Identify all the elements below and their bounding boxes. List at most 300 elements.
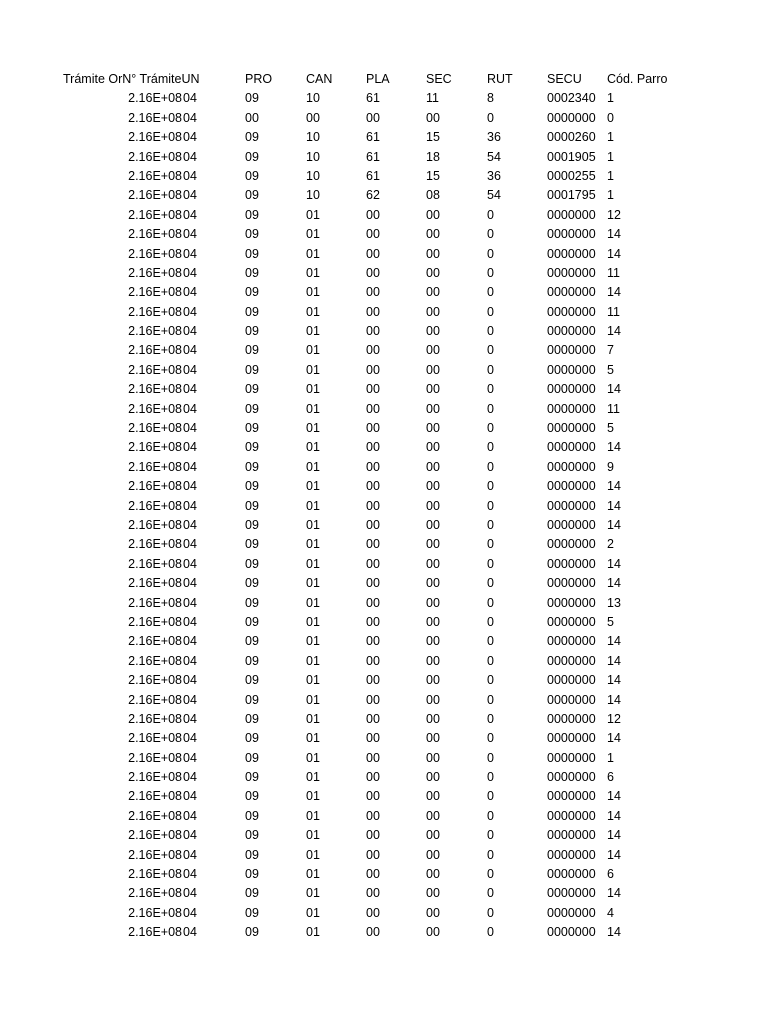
cell-tramite: 2.16E+08 xyxy=(128,770,182,785)
cell-un: 04 xyxy=(183,634,197,649)
cell-un: 04 xyxy=(183,673,197,688)
cell-rut: 0 xyxy=(487,886,494,901)
cell-sec: 00 xyxy=(426,867,440,882)
cell-can: 10 xyxy=(306,149,320,164)
cell-sec: 00 xyxy=(426,634,440,649)
cell-sec: 00 xyxy=(426,595,440,610)
cell-pro: 09 xyxy=(245,498,259,513)
cell-pro: 09 xyxy=(245,265,259,280)
table-row xyxy=(0,574,768,593)
cell-sec: 00 xyxy=(426,925,440,940)
cell-un: 04 xyxy=(183,886,197,901)
cell-secu: 0000000 xyxy=(547,731,596,746)
cell-secu: 0000000 xyxy=(547,421,596,436)
cell-un: 04 xyxy=(183,362,197,377)
cell-cod-parro: 1 xyxy=(607,168,614,183)
cell-pla: 00 xyxy=(366,867,380,882)
cell-un: 04 xyxy=(183,227,197,242)
cell-pla: 00 xyxy=(366,731,380,746)
cell-cod-parro: 14 xyxy=(607,479,621,494)
cell-secu: 0001795 xyxy=(547,188,596,203)
cell-un: 04 xyxy=(183,905,197,920)
cell-pro: 09 xyxy=(245,324,259,339)
cell-rut: 0 xyxy=(487,498,494,513)
cell-rut: 0 xyxy=(487,808,494,823)
cell-can: 00 xyxy=(306,110,320,125)
cell-pla: 00 xyxy=(366,498,380,513)
cell-secu: 0000000 xyxy=(547,711,596,726)
cell-cod-parro: 14 xyxy=(607,925,621,940)
cell-cod-parro: 6 xyxy=(607,770,614,785)
cell-un: 04 xyxy=(183,498,197,513)
cell-pla: 61 xyxy=(366,168,380,183)
cell-tramite: 2.16E+08 xyxy=(128,324,182,339)
cell-can: 01 xyxy=(306,227,320,242)
table-row xyxy=(0,264,768,283)
cell-un: 04 xyxy=(183,149,197,164)
cell-rut: 0 xyxy=(487,207,494,222)
table-row xyxy=(0,826,768,845)
cell-can: 01 xyxy=(306,246,320,261)
cell-tramite: 2.16E+08 xyxy=(128,227,182,242)
table-row xyxy=(0,477,768,496)
cell-tramite: 2.16E+08 xyxy=(128,847,182,862)
cell-secu: 0000000 xyxy=(547,207,596,222)
cell-tramite: 2.16E+08 xyxy=(128,537,182,552)
cell-pla: 00 xyxy=(366,362,380,377)
cell-rut: 0 xyxy=(487,537,494,552)
cell-cod-parro: 14 xyxy=(607,285,621,300)
cell-pla: 00 xyxy=(366,828,380,843)
table-row xyxy=(0,865,768,884)
cell-can: 01 xyxy=(306,867,320,882)
cell-secu: 0000000 xyxy=(547,362,596,377)
cell-pro: 09 xyxy=(245,789,259,804)
table-row xyxy=(0,109,768,128)
cell-can: 01 xyxy=(306,750,320,765)
cell-can: 01 xyxy=(306,711,320,726)
table-row xyxy=(0,884,768,903)
cell-tramite: 2.16E+08 xyxy=(128,828,182,843)
cell-pro: 09 xyxy=(245,227,259,242)
table-row xyxy=(0,361,768,380)
table-row xyxy=(0,89,768,108)
cell-rut: 0 xyxy=(487,227,494,242)
cell-pla: 00 xyxy=(366,401,380,416)
cell-pla: 00 xyxy=(366,770,380,785)
cell-cod-parro: 11 xyxy=(607,304,620,319)
cell-secu: 0000000 xyxy=(547,847,596,862)
cell-rut: 0 xyxy=(487,614,494,629)
cell-pro: 09 xyxy=(245,459,259,474)
cell-pla: 00 xyxy=(366,905,380,920)
cell-sec: 00 xyxy=(426,905,440,920)
cell-tramite: 2.16E+08 xyxy=(128,401,182,416)
cell-secu: 0000000 xyxy=(547,770,596,785)
cell-un: 04 xyxy=(183,653,197,668)
cell-un: 04 xyxy=(183,324,197,339)
cell-sec: 00 xyxy=(426,537,440,552)
cell-tramite: 2.16E+08 xyxy=(128,750,182,765)
cell-can: 01 xyxy=(306,634,320,649)
cell-rut: 0 xyxy=(487,925,494,940)
cell-rut: 0 xyxy=(487,382,494,397)
cell-pla: 00 xyxy=(366,517,380,532)
cell-secu: 0001905 xyxy=(547,149,596,164)
cell-cod-parro: 14 xyxy=(607,498,621,513)
cell-tramite: 2.16E+08 xyxy=(128,168,182,183)
cell-pro: 09 xyxy=(245,91,259,106)
cell-sec: 00 xyxy=(426,673,440,688)
cell-secu: 0000000 xyxy=(547,905,596,920)
cell-sec: 00 xyxy=(426,770,440,785)
cell-pro: 09 xyxy=(245,537,259,552)
cell-cod-parro: 14 xyxy=(607,440,621,455)
cell-rut: 0 xyxy=(487,304,494,319)
cell-can: 01 xyxy=(306,770,320,785)
cell-cod-parro: 4 xyxy=(607,905,614,920)
cell-secu: 0000000 xyxy=(547,886,596,901)
cell-cod-parro: 14 xyxy=(607,731,621,746)
cell-un: 04 xyxy=(183,731,197,746)
table-row xyxy=(0,729,768,748)
cell-un: 04 xyxy=(183,207,197,222)
cell-sec: 00 xyxy=(426,362,440,377)
cell-un: 04 xyxy=(183,614,197,629)
table-row xyxy=(0,341,768,360)
cell-secu: 0000000 xyxy=(547,324,596,339)
cell-un: 04 xyxy=(183,246,197,261)
cell-cod-parro: 2 xyxy=(607,537,614,552)
cell-rut: 0 xyxy=(487,110,494,125)
cell-un: 04 xyxy=(183,382,197,397)
cell-pla: 00 xyxy=(366,479,380,494)
cell-pla: 00 xyxy=(366,537,380,552)
cell-rut: 54 xyxy=(487,149,501,164)
cell-pro: 09 xyxy=(245,517,259,532)
cell-tramite: 2.16E+08 xyxy=(128,149,182,164)
cell-secu: 0000000 xyxy=(547,556,596,571)
cell-can: 01 xyxy=(306,265,320,280)
cell-cod-parro: 1 xyxy=(607,750,614,765)
cell-cod-parro: 0 xyxy=(607,110,614,125)
table-row xyxy=(0,283,768,302)
cell-tramite: 2.16E+08 xyxy=(128,789,182,804)
cell-cod-parro: 14 xyxy=(607,382,621,397)
cell-sec: 00 xyxy=(426,498,440,513)
cell-sec: 00 xyxy=(426,789,440,804)
cell-cod-parro: 12 xyxy=(607,207,621,222)
cell-pro: 09 xyxy=(245,576,259,591)
cell-secu: 0000000 xyxy=(547,537,596,552)
cell-pla: 00 xyxy=(366,808,380,823)
cell-rut: 0 xyxy=(487,479,494,494)
header-can: CAN xyxy=(306,72,333,86)
cell-rut: 0 xyxy=(487,750,494,765)
cell-tramite: 2.16E+08 xyxy=(128,130,182,145)
cell-rut: 0 xyxy=(487,867,494,882)
cell-pla: 00 xyxy=(366,614,380,629)
cell-un: 04 xyxy=(183,421,197,436)
cell-secu: 0000000 xyxy=(547,614,596,629)
cell-rut: 0 xyxy=(487,421,494,436)
cell-pro: 09 xyxy=(245,847,259,862)
cell-pro: 09 xyxy=(245,440,259,455)
cell-pla: 00 xyxy=(366,246,380,261)
table-row xyxy=(0,128,768,147)
cell-rut: 0 xyxy=(487,265,494,280)
cell-un: 04 xyxy=(183,770,197,785)
cell-pla: 00 xyxy=(366,459,380,474)
cell-cod-parro: 14 xyxy=(607,692,621,707)
cell-can: 01 xyxy=(306,498,320,513)
table-row xyxy=(0,594,768,613)
cell-pro: 09 xyxy=(245,285,259,300)
cell-rut: 0 xyxy=(487,711,494,726)
cell-sec: 00 xyxy=(426,808,440,823)
cell-un: 04 xyxy=(183,595,197,610)
cell-can: 10 xyxy=(306,130,320,145)
cell-secu: 0000000 xyxy=(547,828,596,843)
cell-rut: 0 xyxy=(487,246,494,261)
cell-pro: 09 xyxy=(245,750,259,765)
cell-sec: 18 xyxy=(426,149,440,164)
cell-can: 01 xyxy=(306,304,320,319)
cell-cod-parro: 14 xyxy=(607,828,621,843)
cell-tramite: 2.16E+08 xyxy=(128,207,182,222)
cell-sec: 00 xyxy=(426,750,440,765)
cell-pro: 09 xyxy=(245,479,259,494)
cell-tramite: 2.16E+08 xyxy=(128,905,182,920)
cell-pla: 00 xyxy=(366,847,380,862)
cell-rut: 0 xyxy=(487,789,494,804)
cell-rut: 0 xyxy=(487,653,494,668)
table-row xyxy=(0,438,768,457)
cell-sec: 00 xyxy=(426,285,440,300)
cell-tramite: 2.16E+08 xyxy=(128,653,182,668)
cell-tramite: 2.16E+08 xyxy=(128,498,182,513)
cell-rut: 0 xyxy=(487,324,494,339)
cell-cod-parro: 1 xyxy=(607,91,614,106)
cell-can: 01 xyxy=(306,692,320,707)
cell-pro: 09 xyxy=(245,207,259,222)
cell-un: 04 xyxy=(183,576,197,591)
cell-cod-parro: 5 xyxy=(607,614,614,629)
cell-rut: 0 xyxy=(487,828,494,843)
cell-un: 04 xyxy=(183,343,197,358)
cell-secu: 0000000 xyxy=(547,750,596,765)
cell-secu: 0000000 xyxy=(547,304,596,319)
cell-pro: 09 xyxy=(245,828,259,843)
cell-un: 04 xyxy=(183,285,197,300)
cell-pla: 61 xyxy=(366,149,380,164)
cell-rut: 36 xyxy=(487,130,501,145)
cell-secu: 0000000 xyxy=(547,808,596,823)
cell-cod-parro: 14 xyxy=(607,634,621,649)
cell-rut: 8 xyxy=(487,91,494,106)
cell-sec: 00 xyxy=(426,246,440,261)
cell-un: 04 xyxy=(183,556,197,571)
table-row xyxy=(0,923,768,942)
cell-pro: 09 xyxy=(245,692,259,707)
cell-un: 04 xyxy=(183,91,197,106)
cell-secu: 0002340 xyxy=(547,91,596,106)
cell-tramite: 2.16E+08 xyxy=(128,110,182,125)
cell-rut: 0 xyxy=(487,285,494,300)
cell-secu: 0000000 xyxy=(547,576,596,591)
cell-rut: 0 xyxy=(487,731,494,746)
cell-cod-parro: 13 xyxy=(607,595,621,610)
cell-pro: 00 xyxy=(245,110,259,125)
cell-tramite: 2.16E+08 xyxy=(128,517,182,532)
header-pro: PRO xyxy=(245,72,273,86)
cell-secu: 0000000 xyxy=(547,246,596,261)
cell-pla: 00 xyxy=(366,692,380,707)
cell-pla: 00 xyxy=(366,750,380,765)
cell-secu: 0000000 xyxy=(547,459,596,474)
cell-secu: 0000000 xyxy=(547,634,596,649)
cell-can: 01 xyxy=(306,362,320,377)
cell-un: 04 xyxy=(183,459,197,474)
header-tramite-or: Trámite Or xyxy=(63,72,123,86)
cell-can: 10 xyxy=(306,91,320,106)
cell-tramite: 2.16E+08 xyxy=(128,867,182,882)
cell-tramite: 2.16E+08 xyxy=(128,925,182,940)
cell-sec: 00 xyxy=(426,614,440,629)
cell-secu: 0000000 xyxy=(547,285,596,300)
cell-sec: 00 xyxy=(426,207,440,222)
cell-tramite: 2.16E+08 xyxy=(128,614,182,629)
cell-tramite: 2.16E+08 xyxy=(128,246,182,261)
cell-sec: 00 xyxy=(426,692,440,707)
cell-pro: 09 xyxy=(245,867,259,882)
cell-tramite: 2.16E+08 xyxy=(128,479,182,494)
cell-can: 01 xyxy=(306,614,320,629)
header-rut: RUT xyxy=(487,72,513,86)
cell-un: 04 xyxy=(183,188,197,203)
cell-sec: 00 xyxy=(426,421,440,436)
table-row xyxy=(0,691,768,710)
cell-can: 01 xyxy=(306,517,320,532)
table-row xyxy=(0,516,768,535)
table-row xyxy=(0,846,768,865)
cell-un: 04 xyxy=(183,537,197,552)
table-row xyxy=(0,904,768,923)
cell-can: 01 xyxy=(306,595,320,610)
cell-cod-parro: 14 xyxy=(607,653,621,668)
table-row xyxy=(0,632,768,651)
cell-pla: 00 xyxy=(366,421,380,436)
cell-rut: 0 xyxy=(487,576,494,591)
cell-secu: 0000000 xyxy=(547,401,596,416)
cell-can: 01 xyxy=(306,324,320,339)
cell-can: 01 xyxy=(306,343,320,358)
cell-secu: 0000255 xyxy=(547,168,596,183)
table-row xyxy=(0,710,768,729)
cell-cod-parro: 14 xyxy=(607,673,621,688)
cell-pla: 00 xyxy=(366,265,380,280)
cell-can: 01 xyxy=(306,653,320,668)
table-body xyxy=(0,89,768,942)
cell-un: 04 xyxy=(183,517,197,532)
cell-un: 04 xyxy=(183,925,197,940)
header-tramite xyxy=(63,70,200,89)
cell-sec: 11 xyxy=(426,91,439,106)
cell-pro: 09 xyxy=(245,168,259,183)
cell-sec: 00 xyxy=(426,227,440,242)
cell-pla: 00 xyxy=(366,595,380,610)
header-pla: PLA xyxy=(366,72,390,86)
table-row xyxy=(0,167,768,186)
cell-can: 01 xyxy=(306,285,320,300)
cell-secu: 0000000 xyxy=(547,653,596,668)
cell-cod-parro: 14 xyxy=(607,556,621,571)
header-un: UN xyxy=(181,72,200,86)
cell-pro: 09 xyxy=(245,362,259,377)
cell-can: 10 xyxy=(306,168,320,183)
cell-rut: 0 xyxy=(487,770,494,785)
cell-rut: 0 xyxy=(487,556,494,571)
cell-pla: 00 xyxy=(366,576,380,591)
cell-pla: 00 xyxy=(366,110,380,125)
cell-rut: 36 xyxy=(487,168,501,183)
cell-pla: 00 xyxy=(366,382,380,397)
cell-rut: 0 xyxy=(487,634,494,649)
cell-sec: 00 xyxy=(426,711,440,726)
header-secu: SECU xyxy=(547,72,582,86)
cell-secu: 0000000 xyxy=(547,479,596,494)
cell-tramite: 2.16E+08 xyxy=(128,731,182,746)
cell-un: 04 xyxy=(183,401,197,416)
table-row xyxy=(0,807,768,826)
table-row xyxy=(0,768,768,787)
cell-cod-parro: 14 xyxy=(607,886,621,901)
cell-can: 01 xyxy=(306,847,320,862)
cell-rut: 0 xyxy=(487,905,494,920)
cell-un: 04 xyxy=(183,789,197,804)
cell-secu: 0000000 xyxy=(547,498,596,513)
cell-cod-parro: 14 xyxy=(607,576,621,591)
table-row xyxy=(0,186,768,205)
cell-rut: 0 xyxy=(487,517,494,532)
cell-can: 01 xyxy=(306,789,320,804)
cell-un: 04 xyxy=(183,750,197,765)
cell-tramite: 2.16E+08 xyxy=(128,91,182,106)
cell-sec: 00 xyxy=(426,324,440,339)
cell-un: 04 xyxy=(183,168,197,183)
cell-secu: 0000000 xyxy=(547,673,596,688)
header-sec: SEC xyxy=(426,72,452,86)
cell-pla: 00 xyxy=(366,285,380,300)
cell-sec: 00 xyxy=(426,517,440,532)
cell-can: 01 xyxy=(306,576,320,591)
cell-can: 01 xyxy=(306,556,320,571)
cell-cod-parro: 7 xyxy=(607,343,614,358)
table-row xyxy=(0,148,768,167)
cell-tramite: 2.16E+08 xyxy=(128,595,182,610)
cell-tramite: 2.16E+08 xyxy=(128,886,182,901)
cell-sec: 15 xyxy=(426,130,440,145)
cell-sec: 00 xyxy=(426,401,440,416)
cell-cod-parro: 6 xyxy=(607,867,614,882)
cell-pla: 00 xyxy=(366,440,380,455)
cell-un: 04 xyxy=(183,692,197,707)
table-row xyxy=(0,613,768,632)
cell-pla: 00 xyxy=(366,227,380,242)
cell-can: 01 xyxy=(306,808,320,823)
cell-sec: 00 xyxy=(426,343,440,358)
cell-secu: 0000000 xyxy=(547,110,596,125)
